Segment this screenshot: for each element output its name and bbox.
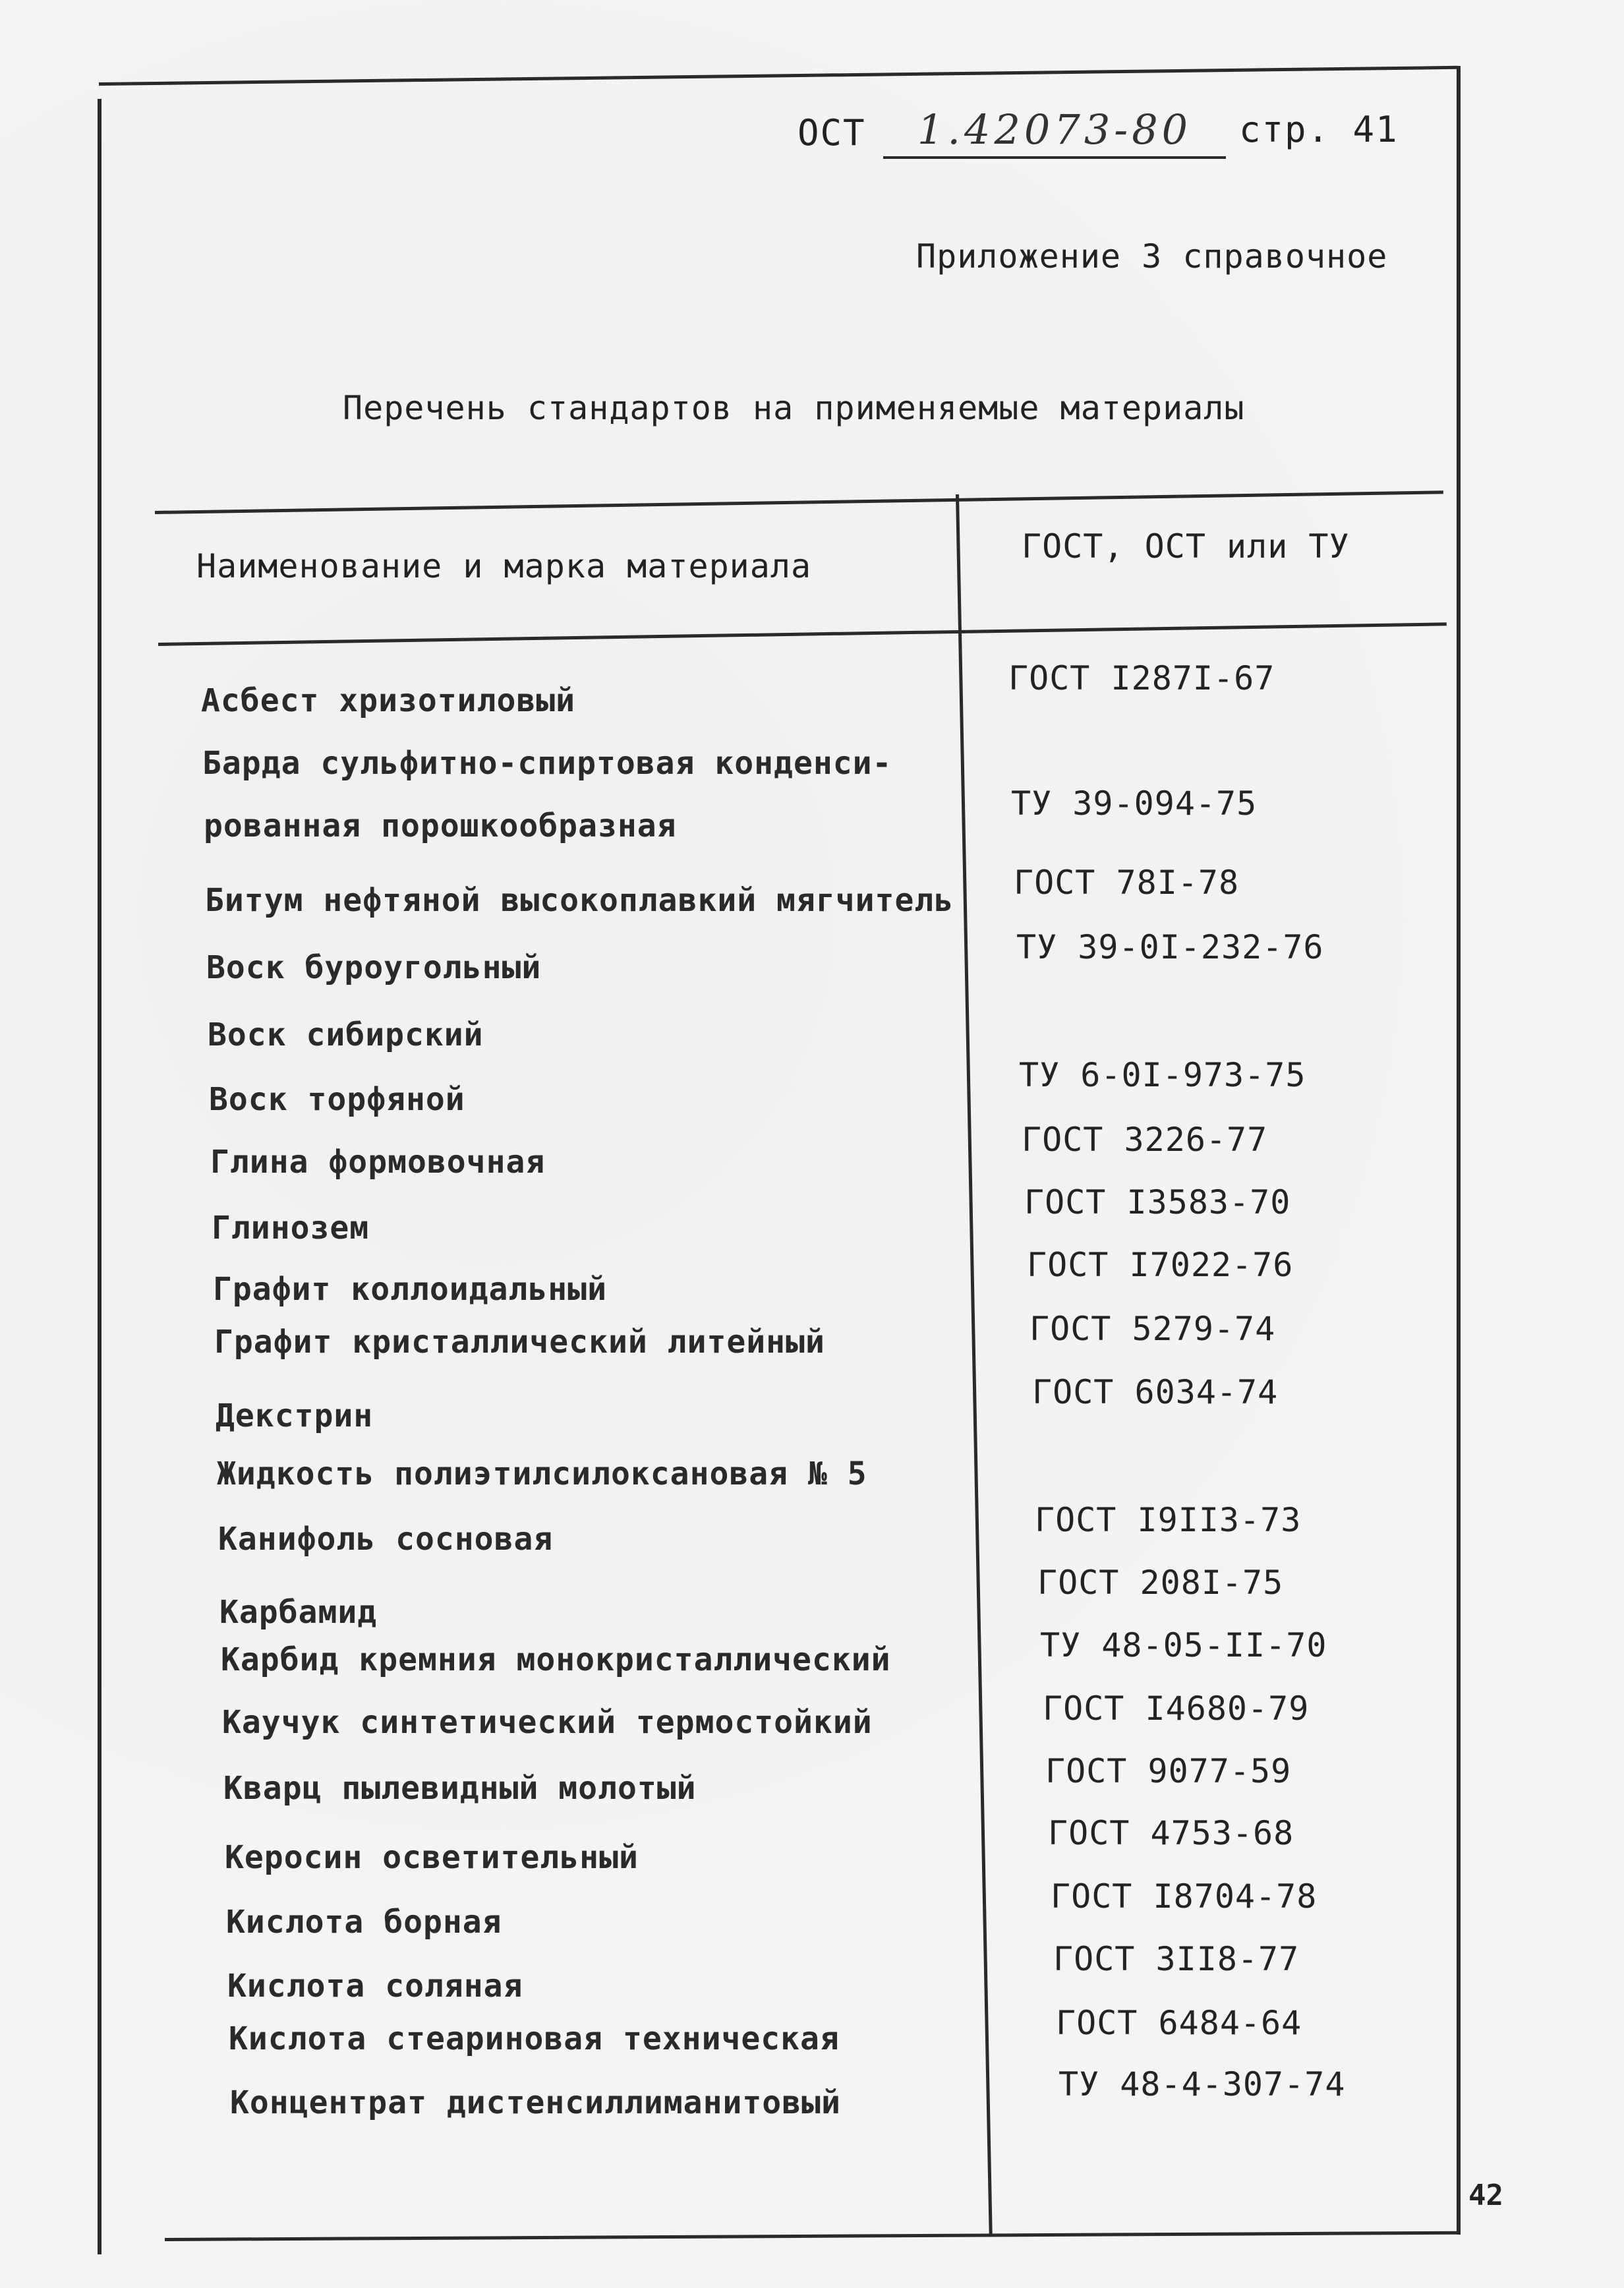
- header-ost-label: ОСТ: [798, 112, 866, 154]
- material-standard: ТУ 48-4-307-74: [1058, 2065, 1346, 2103]
- material-standard: ГОСТ 6484-64: [1056, 2004, 1302, 2042]
- page-number: 42: [1468, 2179, 1503, 2212]
- material-name: Графит кристаллический литейный: [214, 1324, 825, 1361]
- material-standard: ГОСТ 78I-78: [1014, 864, 1240, 902]
- column-header-material: Наименование и марка материала: [196, 547, 812, 585]
- header-page-label: стр. 41: [1239, 109, 1399, 150]
- material-name: Воск сибирский: [208, 1016, 484, 1053]
- material-name: Канифоль сосновая: [218, 1521, 554, 1558]
- material-name: Керосин осветительный: [225, 1839, 639, 1876]
- material-name: Воск торфяной: [209, 1081, 465, 1118]
- material-name: Кислота соляная: [227, 1968, 523, 2005]
- material-name: Битум нефтяной высокоплавкий мягчитель: [205, 882, 954, 919]
- material-standard: ГОСТ 6034-74: [1032, 1373, 1279, 1411]
- material-name: Кварц пылевидный молотый: [223, 1770, 697, 1807]
- material-name: Барда сульфитно-спиртовая конденси-: [202, 745, 892, 782]
- column-header-standard: ГОСТ, ОСТ или ТУ: [1022, 527, 1350, 566]
- appendix-title: Приложение 3 справочное: [916, 237, 1388, 276]
- material-name: Глинозем: [212, 1210, 370, 1247]
- material-standard: ТУ 6-0I-973-75: [1019, 1056, 1306, 1094]
- material-name: Глина формовочная: [210, 1144, 546, 1181]
- material-standard: ТУ 48-05-II-70: [1040, 1626, 1327, 1664]
- frame-right: [1457, 66, 1461, 2235]
- material-standard: ГОСТ I9II3-73: [1035, 1501, 1302, 1539]
- material-standard: ТУ 39-094-75: [1011, 784, 1258, 823]
- material-name: Карбид кремния монокристаллический: [221, 1641, 891, 1678]
- material-name: Кислота борная: [226, 1904, 502, 1941]
- material-standard: ГОСТ 9077-59: [1045, 1752, 1292, 1790]
- material-standard: ГОСТ 3226-77: [1022, 1121, 1268, 1159]
- material-standard: ГОСТ I7022-76: [1027, 1246, 1294, 1284]
- document-title: Перечень стандартов на применяемые материалы: [343, 389, 1245, 427]
- material-name: рованная порошкообразная: [204, 807, 677, 844]
- material-name: Воск буроугольный: [206, 949, 542, 986]
- material-standard: ГОСТ I4680-79: [1043, 1689, 1310, 1728]
- material-standard: ГОСТ 208I-75: [1037, 1564, 1284, 1602]
- material-name: Концентрат дистенсиллиманитовый: [230, 2084, 841, 2121]
- material-standard: ГОСТ 4753-68: [1048, 1814, 1294, 1852]
- material-name: Жидкость полиэтилсилоксановая № 5: [217, 1455, 867, 1492]
- material-name: Асбест хризотиловый: [201, 682, 576, 719]
- material-standard: ГОСТ I3583-70: [1024, 1183, 1291, 1221]
- material-standard: ГОСТ 3II8-77: [1053, 1940, 1300, 1978]
- material-name: Декстрин: [216, 1397, 374, 1434]
- material-standard: ГОСТ I8704-78: [1051, 1877, 1318, 1916]
- material-standard: ТУ 39-0I-232-76: [1016, 928, 1324, 966]
- frame-left: [98, 99, 102, 2254]
- material-standard: ГОСТ I287I-67: [1008, 659, 1275, 697]
- material-name: Каучук синтетический термостойкий: [222, 1704, 873, 1741]
- material-name: Графит коллоидальный: [213, 1271, 607, 1308]
- header-ost-number: 1.42073-80: [883, 105, 1226, 159]
- material-name: Карбамид: [219, 1594, 378, 1631]
- material-standard: ГОСТ 5279-74: [1030, 1310, 1276, 1348]
- material-name: Кислота стеариновая техническая: [229, 2020, 840, 2057]
